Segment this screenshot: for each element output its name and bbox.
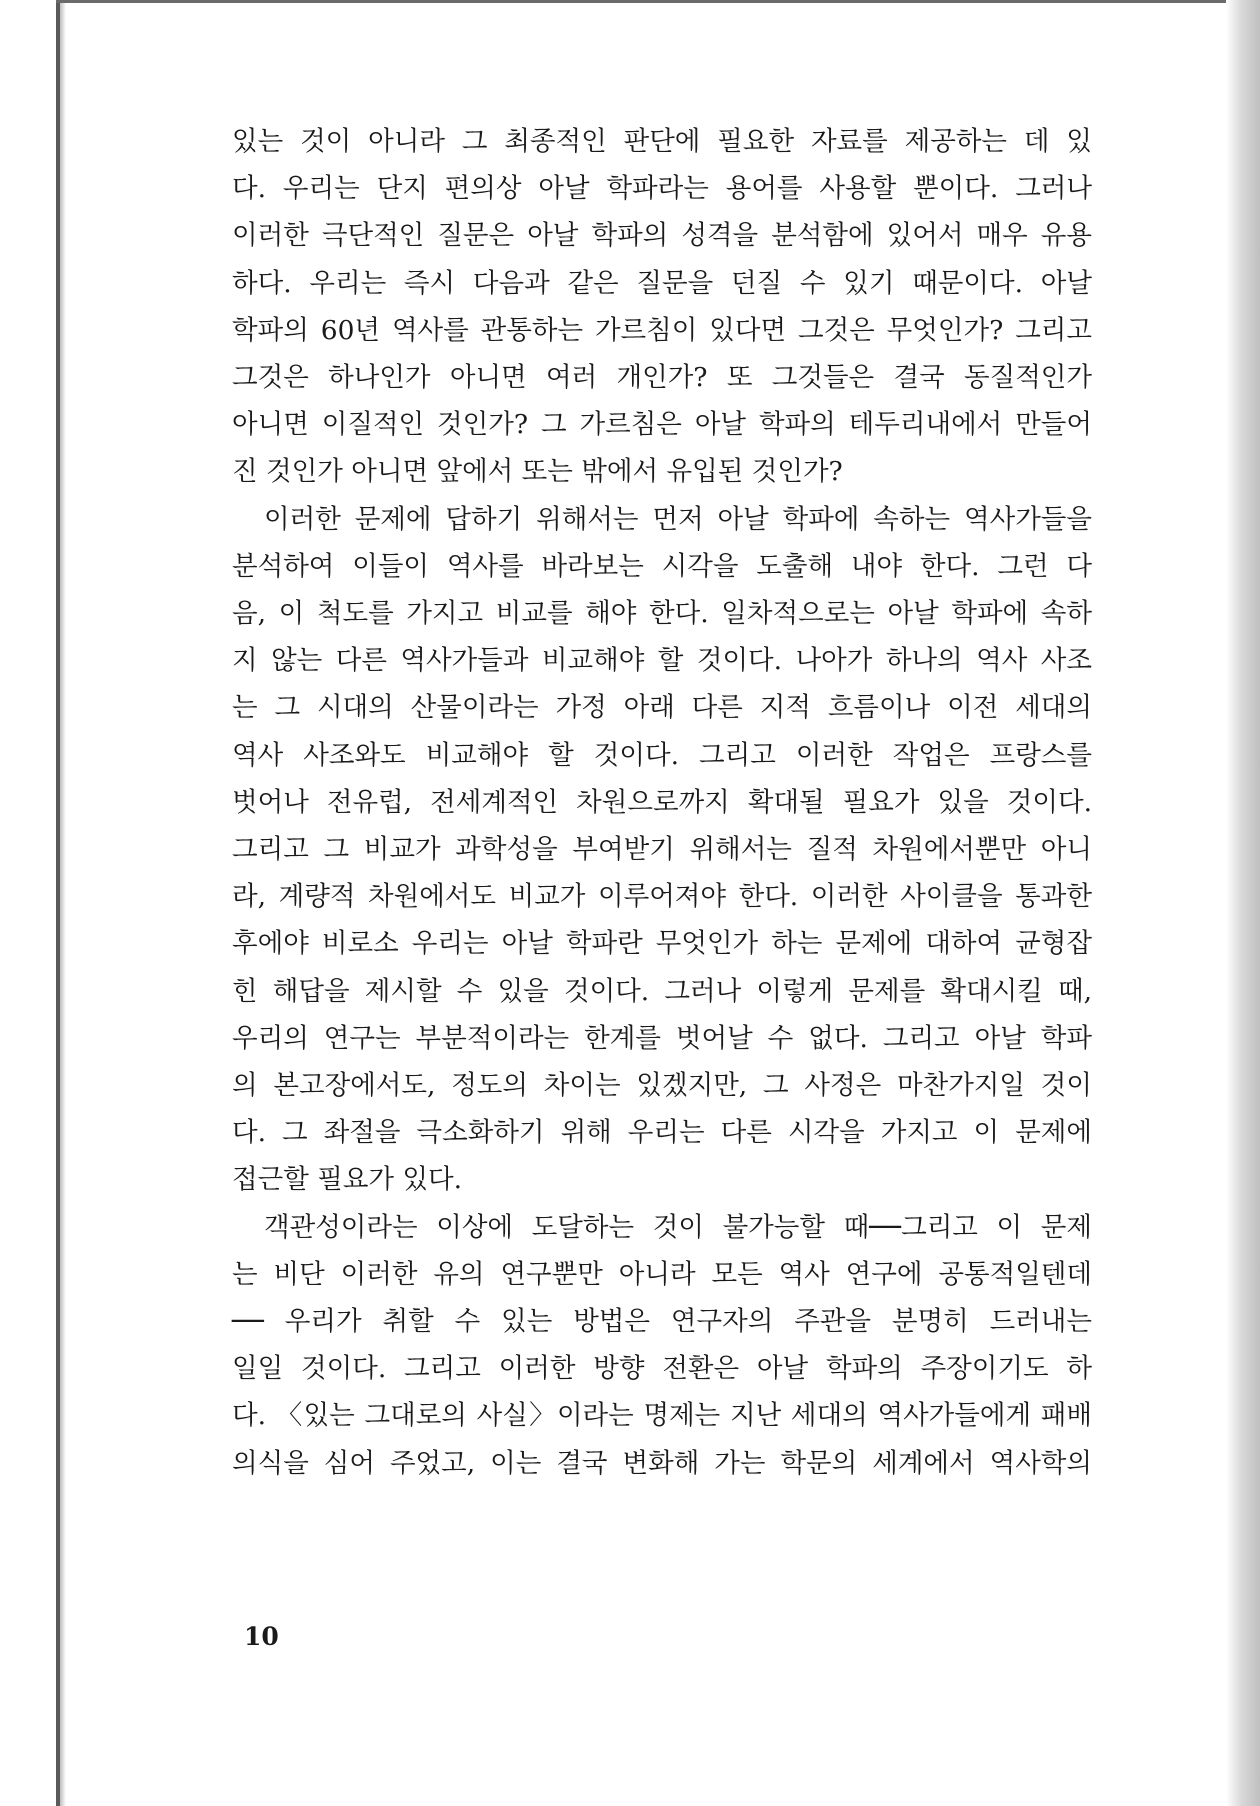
text-line: 접근할 필요가 있다. — [232, 1164, 463, 1196]
text-line: 는 그 시대의 산물이라는 가정 아래 다른 지적 흐름이나 이전 세대의 — [232, 692, 1092, 724]
text-line: 다. 그 좌절을 극소화하기 위해 우리는 다른 시각을 가지고 이 문제에 — [232, 1117, 1092, 1149]
text-line: 그리고 그 비교가 과학성을 부여받기 위해서는 질적 차원에서뿐만 아니 — [232, 834, 1092, 866]
text-line: 학파의 60년 역사를 관통하는 가르침이 있다면 그것은 무엇인가? 그리고 — [232, 314, 1092, 346]
text-line: 분석하여 이들이 역사를 바라보는 시각을 도출해 내야 한다. 그런 다 — [232, 550, 1092, 582]
text-line: 힌 해답을 제시할 수 있을 것이다. 그러나 이렇게 문제를 확대시킬 때, — [232, 975, 1092, 1007]
spine-shadow — [60, 0, 66, 1806]
text-line: 객관성이라는 이상에 도달하는 것이 불가능할 때──그리고 이 문제 — [264, 1211, 1092, 1243]
text-line: 지 않는 다른 역사가들과 비교해야 할 것이다. 나아가 하나의 역사 사조 — [232, 645, 1092, 677]
text-line: 하다. 우리는 즉시 다음과 같은 질문을 던질 수 있기 때문이다. 아날 — [232, 267, 1092, 299]
text-line: 라, 계량적 차원에서도 비교가 이루어져야 한다. 이러한 사이클을 통과한 — [232, 881, 1092, 913]
page-number: 10 — [244, 1622, 279, 1651]
text-line: 역사 사조와도 비교해야 할 것이다. 그리고 이러한 작업은 프랑스를 — [232, 739, 1092, 771]
text-line: 다. 우리는 단지 편의상 아날 학파라는 용어를 사용할 뿐이다. 그러나 — [232, 173, 1092, 205]
text-line: 벗어나 전유럽, 전세계적인 차원으로까지 확대될 필요가 있을 것이다. — [232, 786, 1092, 818]
text-line: 우리의 연구는 부분적이라는 한계를 벗어날 수 없다. 그리고 아날 학파 — [232, 1022, 1092, 1054]
text-line: 는 비단 이러한 유의 연구뿐만 아니라 모든 역사 연구에 공통적일텐데 — [232, 1258, 1092, 1290]
text-line: 이러한 문제에 답하기 위해서는 먼저 아날 학파에 속하는 역사가들을 — [264, 503, 1092, 535]
page-top-edge — [56, 0, 1260, 3]
text-line: 다. 〈있는 그대로의 사실〉이라는 명제는 지난 세대의 역사가들에게 패배 — [232, 1400, 1092, 1432]
text-line: ── 우리가 취할 수 있는 방법은 연구자의 주관을 분명히 드러내는 — [232, 1306, 1092, 1338]
page-text-body — [232, 118, 1092, 1487]
page-right-edge-shadow — [1226, 0, 1260, 1806]
text-line: 음, 이 척도를 가지고 비교를 해야 한다. 일차적으로는 아날 학파에 속하 — [232, 598, 1092, 630]
text-line: 후에야 비로소 우리는 아날 학파란 무엇인가 하는 문제에 대하여 균형잡 — [232, 928, 1092, 960]
text-line: 있는 것이 아니라 그 최종적인 판단에 필요한 자료를 제공하는 데 있 — [232, 126, 1092, 157]
text-line: 이러한 극단적인 질문은 아날 학파의 성격을 분석함에 있어서 매우 유용 — [232, 220, 1092, 252]
text-line: 의 본고장에서도, 정도의 차이는 있겠지만, 그 사정은 마찬가지일 것이 — [232, 1070, 1092, 1102]
text-line: 그것은 하나인가 아니면 여러 개인가? 또 그것들은 결국 동질적인가 — [232, 362, 1092, 394]
text-line: 아니면 이질적인 것인가? 그 가르침은 아날 학파의 테두리내에서 만들어 — [232, 409, 1092, 441]
text-line: 일일 것이다. 그리고 이러한 방향 전환은 아날 학파의 주장이기도 하 — [232, 1353, 1092, 1385]
text-line: 진 것인가 아니면 앞에서 또는 밖에서 유입된 것인가? — [232, 456, 843, 488]
text-line: 의식을 심어 주었고, 이는 결국 변화해 가는 학문의 세계에서 역사학의 — [232, 1447, 1092, 1479]
